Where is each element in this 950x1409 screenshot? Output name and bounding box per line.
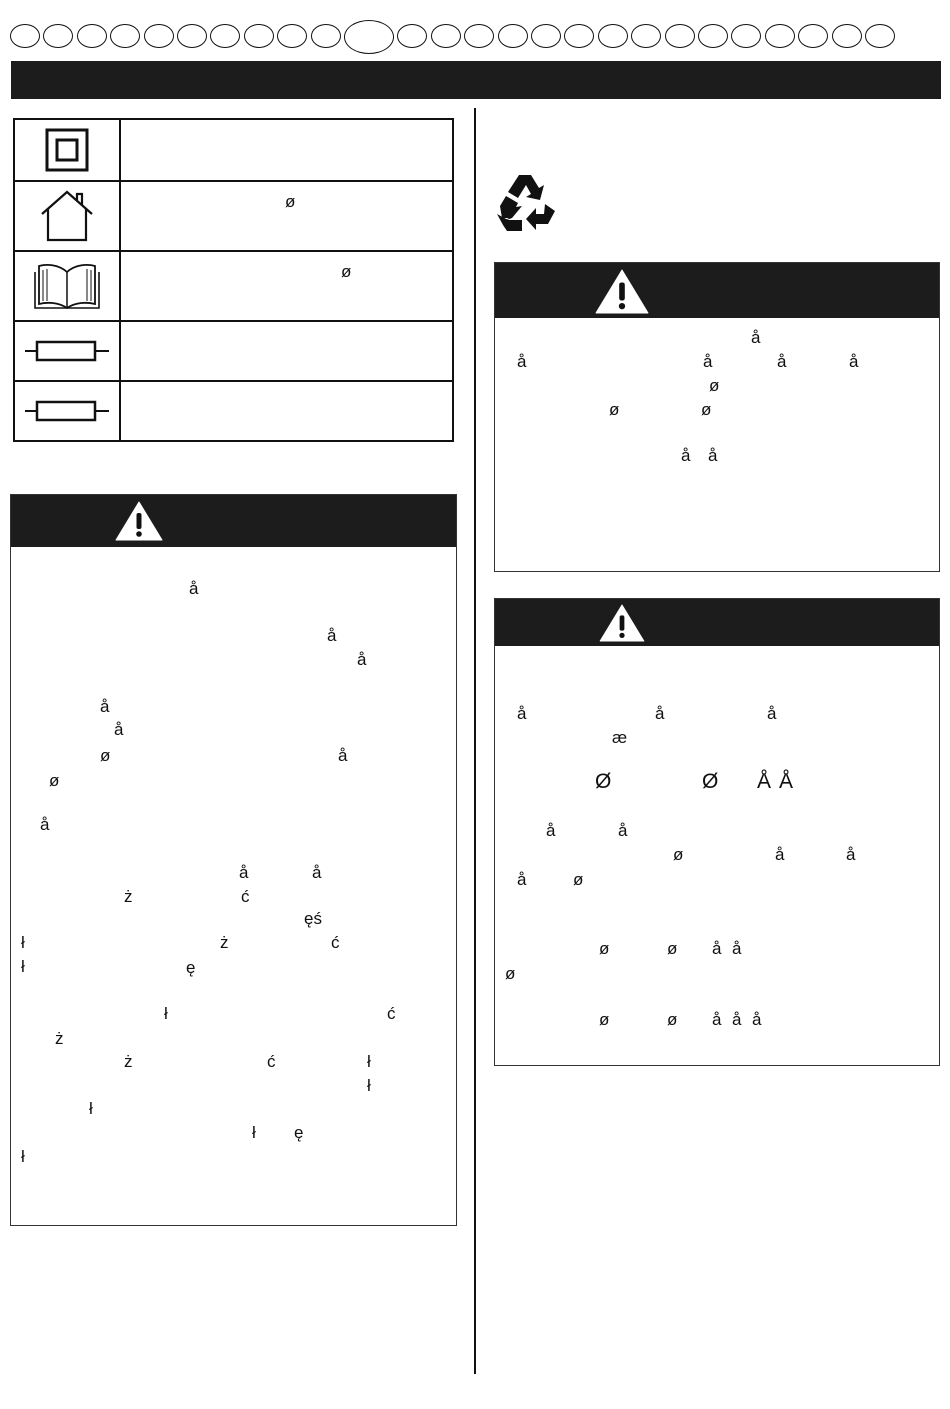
language-tab[interactable] (431, 24, 461, 48)
warning-text-glyph: ż (55, 1029, 64, 1048)
warning-text-glyph: å (312, 863, 322, 882)
language-tab-strip (10, 22, 942, 50)
warning-text-glyph: ø (667, 939, 678, 958)
warning-text-glyph: ż (124, 1052, 133, 1071)
warning-text-glyph: ę (294, 1123, 304, 1142)
symbol-row (14, 321, 453, 381)
fuse-icon (25, 339, 109, 363)
warning-text-glyph: ø (599, 939, 610, 958)
warning-text-glyph: Å (757, 770, 772, 793)
warning-text-glyph: å (114, 720, 124, 739)
warning-text-glyph: ł (164, 1004, 168, 1023)
warning-text-glyph: å (517, 704, 527, 723)
warning-text-glyph: Å (779, 770, 794, 793)
warning-triangle-icon (115, 501, 163, 541)
warning-header (495, 263, 939, 318)
warning-text-glyph: å (357, 650, 367, 669)
section-title-bar (11, 61, 941, 99)
warning-text-glyph: å (732, 1010, 742, 1029)
warning-text-glyph: ø (573, 870, 584, 889)
language-tab[interactable] (731, 24, 761, 48)
warning-text-glyph: ø (100, 746, 111, 765)
symbol-row (14, 251, 453, 321)
warning-text-glyph: å (327, 626, 337, 645)
warning-text-glyph: å (751, 328, 761, 347)
warning-text-glyph: ø (673, 845, 684, 864)
warning-text-glyph: ł (89, 1099, 93, 1118)
language-tab[interactable] (531, 24, 561, 48)
symbol-row (14, 381, 453, 441)
symbols-table (13, 118, 454, 442)
warning-text-glyph: æ (612, 728, 628, 747)
house-icon (38, 190, 96, 242)
language-tab[interactable] (177, 24, 207, 48)
symbol-description (120, 119, 453, 181)
warning-text-glyph: ø (609, 400, 620, 419)
column-divider (474, 108, 476, 1374)
warning-text-glyph: ę (186, 958, 196, 977)
language-tab[interactable] (832, 24, 862, 48)
warning-text-glyph: å (546, 821, 556, 840)
warning-text-glyph: ł (367, 1052, 371, 1071)
warning-text-glyph: ł (21, 1147, 25, 1166)
warning-text-glyph: Ø (595, 770, 612, 793)
warning-text-glyph: ć (387, 1004, 396, 1023)
warning-text-glyph: å (752, 1010, 762, 1029)
symbol-description: ø (120, 181, 453, 251)
warning-text-glyph: ł (21, 957, 25, 976)
warning-box-right-top (494, 262, 940, 572)
language-tab[interactable] (698, 24, 728, 48)
warning-text-glyph: å (703, 352, 713, 371)
warning-text-glyph: ø (667, 1010, 678, 1029)
warning-text-glyph: å (618, 821, 628, 840)
warning-text-glyph: å (849, 352, 859, 371)
warning-text-glyph: å (681, 446, 691, 465)
warning-text-glyph: å (712, 939, 722, 958)
book-icon (32, 260, 102, 312)
warning-header (11, 495, 456, 547)
warning-text-glyph: ø (701, 400, 712, 419)
language-tab-active[interactable] (344, 20, 394, 54)
warning-text-glyph: ø (505, 964, 516, 983)
symbol-description: ø (120, 251, 453, 321)
warning-text-glyph: å (708, 446, 718, 465)
warning-text-glyph: å (189, 579, 199, 598)
warning-text-glyph: ć (331, 933, 340, 952)
warning-text-glyph: å (846, 845, 856, 864)
language-tab[interactable] (210, 24, 240, 48)
warning-triangle-icon (595, 269, 649, 314)
language-tab[interactable] (277, 24, 307, 48)
warning-text-glyph: ł (252, 1123, 256, 1142)
language-tab[interactable] (110, 24, 140, 48)
symbol-row (14, 119, 453, 181)
language-tab[interactable] (43, 24, 73, 48)
warning-text-glyph: å (712, 1010, 722, 1029)
warning-text-glyph: ć (267, 1052, 276, 1071)
language-tab[interactable] (865, 24, 895, 48)
warning-text-glyph: Ø (702, 770, 719, 793)
warning-text-glyph: å (517, 352, 527, 371)
recycle-icon (493, 171, 559, 235)
language-tab[interactable] (765, 24, 795, 48)
language-tab[interactable] (397, 24, 427, 48)
warning-text-glyph: ż (124, 887, 133, 906)
warning-text-glyph: å (40, 815, 50, 834)
warning-triangle-icon (599, 604, 645, 642)
symbol-description (120, 381, 453, 441)
double-square-icon (45, 128, 89, 172)
warning-text-glyph: å (767, 704, 777, 723)
language-tab[interactable] (10, 24, 40, 48)
language-tab[interactable] (665, 24, 695, 48)
warning-text-glyph: å (777, 352, 787, 371)
warning-text-glyph: ęś (304, 909, 322, 928)
warning-text-glyph: å (239, 863, 249, 882)
language-tab[interactable] (77, 24, 107, 48)
language-tab[interactable] (144, 24, 174, 48)
language-tab[interactable] (631, 24, 661, 48)
language-tab[interactable] (564, 24, 594, 48)
fuse-icon (25, 399, 109, 423)
symbol-row (14, 181, 453, 251)
warning-box-left (10, 494, 457, 1226)
warning-text-glyph: ø (49, 771, 60, 790)
warning-text-glyph: ż (220, 933, 229, 952)
language-tab[interactable] (798, 24, 828, 48)
warning-text-glyph: å (517, 870, 527, 889)
warning-text-glyph: ł (21, 933, 25, 952)
symbol-description (120, 321, 453, 381)
language-tab[interactable] (464, 24, 494, 48)
language-tab[interactable] (498, 24, 528, 48)
warning-text-glyph: ł (367, 1076, 371, 1095)
warning-box-right-bottom (494, 598, 940, 1066)
warning-text-glyph: å (100, 697, 110, 716)
warning-text-glyph: å (338, 746, 348, 765)
warning-text-glyph: å (655, 704, 665, 723)
language-tab[interactable] (244, 24, 274, 48)
warning-text-glyph: ć (241, 887, 250, 906)
language-tab[interactable] (598, 24, 628, 48)
warning-text-glyph: å (775, 845, 785, 864)
warning-text-glyph: ø (599, 1010, 610, 1029)
warning-header (495, 599, 939, 646)
warning-text-glyph: å (732, 939, 742, 958)
warning-text-glyph: ø (709, 376, 720, 395)
language-tab[interactable] (311, 24, 341, 48)
